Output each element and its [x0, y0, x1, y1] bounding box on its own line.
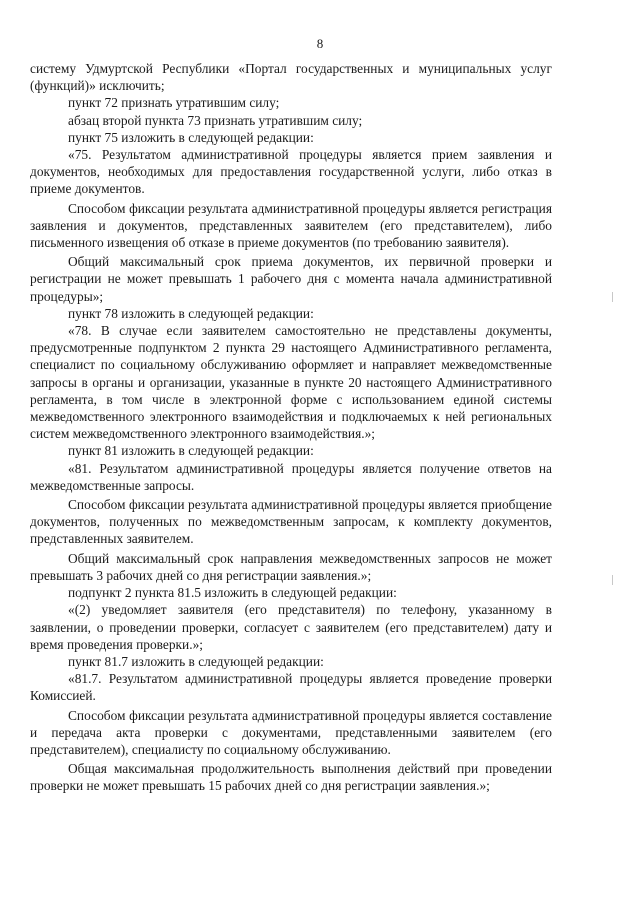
paragraph: абзац второй пункта 73 признать утратившим силу;: [68, 112, 363, 128]
margin-mark: [612, 575, 613, 585]
paragraph: «75. Результатом административной процедуры является прием заявления и документов, необходимых для предоставления государственной услуги, либо отказ в приеме документов.: [30, 147, 552, 197]
margin-mark: [612, 292, 613, 302]
paragraph: подпункт 2 пункта 81.5 изложить в следующей редакции:: [68, 585, 397, 601]
paragraph: Способом фиксации результата административной процедуры является регистрация заявления и документов, представленных заявителем (его представителем), либо письменного извещения об отказе в приеме документов (по требованию заявителя).: [30, 200, 552, 251]
paragraph: пункт 81.7 изложить в следующей редакции:: [68, 653, 324, 669]
paragraph: Общая максимальная продолжительность выполнения действий при проведении проверки не может превышать 15 рабочих дней со дня регистрации заявления.»;: [30, 761, 552, 794]
document-body: [30, 60, 552, 795]
paragraph: «78. В случае если заявителем самостоятельно не представлены документы, предусмотренные подпунктом 2 пункта 29 настоящего Административного регламента, специалист по социальному обслуживанию оформляет и направляет межведомственные запросы в органы и организации, указанные в пункте 20 настоящего Административного регламента, в том числе в электронной форме с использованием единой системы межведомственного электронного взаимодействия и подключаемых к ней региональных систем межведомственного электронного взаимодействия.»;: [30, 323, 552, 442]
page-number: 8: [316, 36, 324, 51]
paragraph: «81. Результатом административной процедуры является получение ответов на межведомственные запросы.: [30, 460, 552, 493]
paragraph: пункт 75 изложить в следующей редакции:: [68, 129, 314, 145]
paragraph: пункт 72 признать утратившим силу;: [68, 95, 280, 111]
paragraph: Способом фиксации результата административной процедуры является составление и передача акта проверки с документами, представленными заявителем (его представителем), специалисту по социальному обслуживанию.: [30, 707, 552, 757]
paragraph: системy Удмуртской Республики «Портал государственных и муниципальных услуг (функций)» исключить;: [30, 61, 552, 94]
paragraph: Общий максимальный срок направления межведомственных запросов не может превышать 3 рабочих дней со дня регистрации заявления.»;: [30, 550, 552, 583]
paragraph: «81.7. Результатом административной процедуры является проведение проверки Комиссией.: [30, 671, 552, 704]
paragraph: «(2) уведомляет заявителя (его представителя) по телефону, указанному в заявлении, о проведении проверки, согласует с заявителем (его представителем) дату и время проведения проверки.»;: [30, 602, 552, 652]
paragraph: пункт 81 изложить в следующей редакции:: [68, 443, 314, 459]
paragraph: пункт 78 изложить в следующей редакции:: [68, 305, 314, 321]
paragraph: Общий максимальный срок приема документов, их первичной проверки и регистрации не может превышать 1 рабочего дня с момента начала административной процедуры»;: [30, 254, 552, 304]
paragraph: Способом фиксации результата административной процедуры является приобщение документов, полученных по межведомственным запросам, к комплекту документов, представленных заявителем.: [30, 497, 552, 547]
